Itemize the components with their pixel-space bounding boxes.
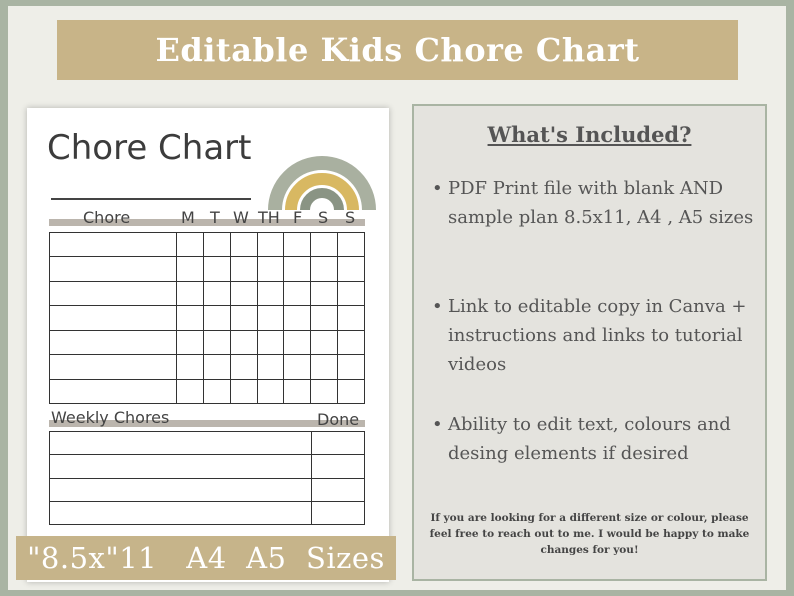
chart-title: Chore Chart bbox=[47, 128, 252, 168]
sizes-label: "8.5x"11 A4 A5 Sizes bbox=[27, 541, 385, 575]
chore-cell bbox=[50, 233, 177, 257]
included-item-text: • Ability to edit text, colours and desing elements if desired bbox=[448, 414, 731, 464]
chore-cell bbox=[50, 379, 177, 403]
day-cell bbox=[338, 355, 365, 379]
day-cell bbox=[177, 330, 204, 354]
day-cell bbox=[257, 257, 284, 281]
day-cell bbox=[311, 233, 338, 257]
weekly-chore-cell bbox=[50, 501, 312, 524]
day-cell bbox=[257, 233, 284, 257]
day-cell bbox=[257, 355, 284, 379]
day-cell bbox=[311, 306, 338, 330]
day-cell bbox=[284, 306, 311, 330]
day-cell bbox=[203, 379, 230, 403]
day-cell bbox=[177, 257, 204, 281]
day-cell bbox=[311, 379, 338, 403]
day-cell bbox=[203, 330, 230, 354]
day-cell bbox=[338, 257, 365, 281]
day-cell bbox=[284, 233, 311, 257]
table-row bbox=[50, 330, 365, 354]
included-item-text: • Link to editable copy in Canva + instructions and links to tutorial videos bbox=[448, 296, 747, 375]
day-cell bbox=[177, 355, 204, 379]
banner-title: Editable Kids Chore Chart bbox=[155, 31, 640, 69]
day-cell bbox=[203, 306, 230, 330]
daily-chore-grid bbox=[49, 232, 365, 404]
chore-cell bbox=[50, 355, 177, 379]
table-row bbox=[50, 281, 365, 305]
day-cell bbox=[230, 281, 257, 305]
chore-cell bbox=[50, 330, 177, 354]
weekly-header: Weekly Chores bbox=[51, 408, 170, 427]
day-cell bbox=[284, 330, 311, 354]
done-cell bbox=[312, 501, 365, 524]
table-row bbox=[50, 478, 365, 501]
day-cell bbox=[203, 257, 230, 281]
chore-cell bbox=[50, 306, 177, 330]
day-label-sat: S bbox=[318, 208, 329, 227]
sizes-badge bbox=[16, 536, 396, 580]
day-cell bbox=[257, 281, 284, 305]
table-row bbox=[50, 379, 365, 403]
table-row bbox=[50, 257, 365, 281]
day-label-sun: S bbox=[345, 208, 356, 227]
rainbow-icon bbox=[267, 122, 377, 212]
chore-cell bbox=[50, 257, 177, 281]
done-cell bbox=[312, 432, 365, 455]
day-cell bbox=[311, 281, 338, 305]
day-label-fri: F bbox=[293, 208, 303, 227]
day-cell bbox=[230, 306, 257, 330]
day-cell bbox=[311, 355, 338, 379]
day-cell bbox=[230, 355, 257, 379]
included-item-text: • PDF Print file with blank AND sample plan 8.5x11, A4 , A5 sizes bbox=[448, 178, 754, 228]
day-label-mon: M bbox=[181, 208, 195, 227]
table-row bbox=[50, 233, 365, 257]
chore-cell bbox=[50, 281, 177, 305]
table-row bbox=[50, 501, 365, 524]
table-row bbox=[50, 432, 365, 455]
day-cell bbox=[177, 306, 204, 330]
weekly-chore-grid bbox=[49, 431, 365, 525]
day-cell bbox=[257, 379, 284, 403]
title-banner bbox=[57, 20, 738, 80]
done-cell bbox=[312, 478, 365, 501]
day-cell bbox=[203, 281, 230, 305]
weekly-chore-cell bbox=[50, 432, 312, 455]
included-item bbox=[432, 174, 768, 232]
day-cell bbox=[177, 233, 204, 257]
panel-title: What's Included? bbox=[487, 122, 692, 147]
day-cell bbox=[177, 379, 204, 403]
day-cell bbox=[257, 330, 284, 354]
day-cell bbox=[311, 257, 338, 281]
day-cell bbox=[203, 233, 230, 257]
done-cell bbox=[312, 455, 365, 478]
day-label-thu: TH bbox=[258, 208, 280, 227]
day-cell bbox=[284, 281, 311, 305]
day-cell bbox=[338, 306, 365, 330]
done-header: Done bbox=[317, 410, 360, 429]
day-cell bbox=[338, 330, 365, 354]
day-label-wed: W bbox=[233, 208, 249, 227]
day-cell bbox=[284, 379, 311, 403]
day-cell bbox=[203, 355, 230, 379]
day-label-tue: T bbox=[210, 208, 220, 227]
day-cell bbox=[338, 379, 365, 403]
day-cell bbox=[230, 379, 257, 403]
weekly-chore-cell bbox=[50, 478, 312, 501]
table-row bbox=[50, 306, 365, 330]
included-item bbox=[432, 410, 768, 468]
day-cell bbox=[338, 233, 365, 257]
day-cell bbox=[230, 233, 257, 257]
day-cell bbox=[311, 330, 338, 354]
day-cell bbox=[230, 330, 257, 354]
weekly-chore-cell bbox=[50, 455, 312, 478]
day-cell bbox=[177, 281, 204, 305]
day-cell bbox=[257, 306, 284, 330]
day-cell bbox=[284, 355, 311, 379]
chore-header: Chore bbox=[83, 208, 131, 227]
whats-included-panel bbox=[412, 104, 767, 581]
chore-chart-sheet bbox=[27, 108, 389, 582]
table-row bbox=[50, 355, 365, 379]
contact-footnote: If you are looking for a different size or colour, please feel free to reach out to me. I would be happy to make changes for you! bbox=[429, 512, 750, 556]
name-line bbox=[51, 198, 251, 200]
day-cell bbox=[284, 257, 311, 281]
day-cell bbox=[338, 281, 365, 305]
day-cell bbox=[230, 257, 257, 281]
table-row bbox=[50, 455, 365, 478]
included-item bbox=[432, 292, 768, 379]
